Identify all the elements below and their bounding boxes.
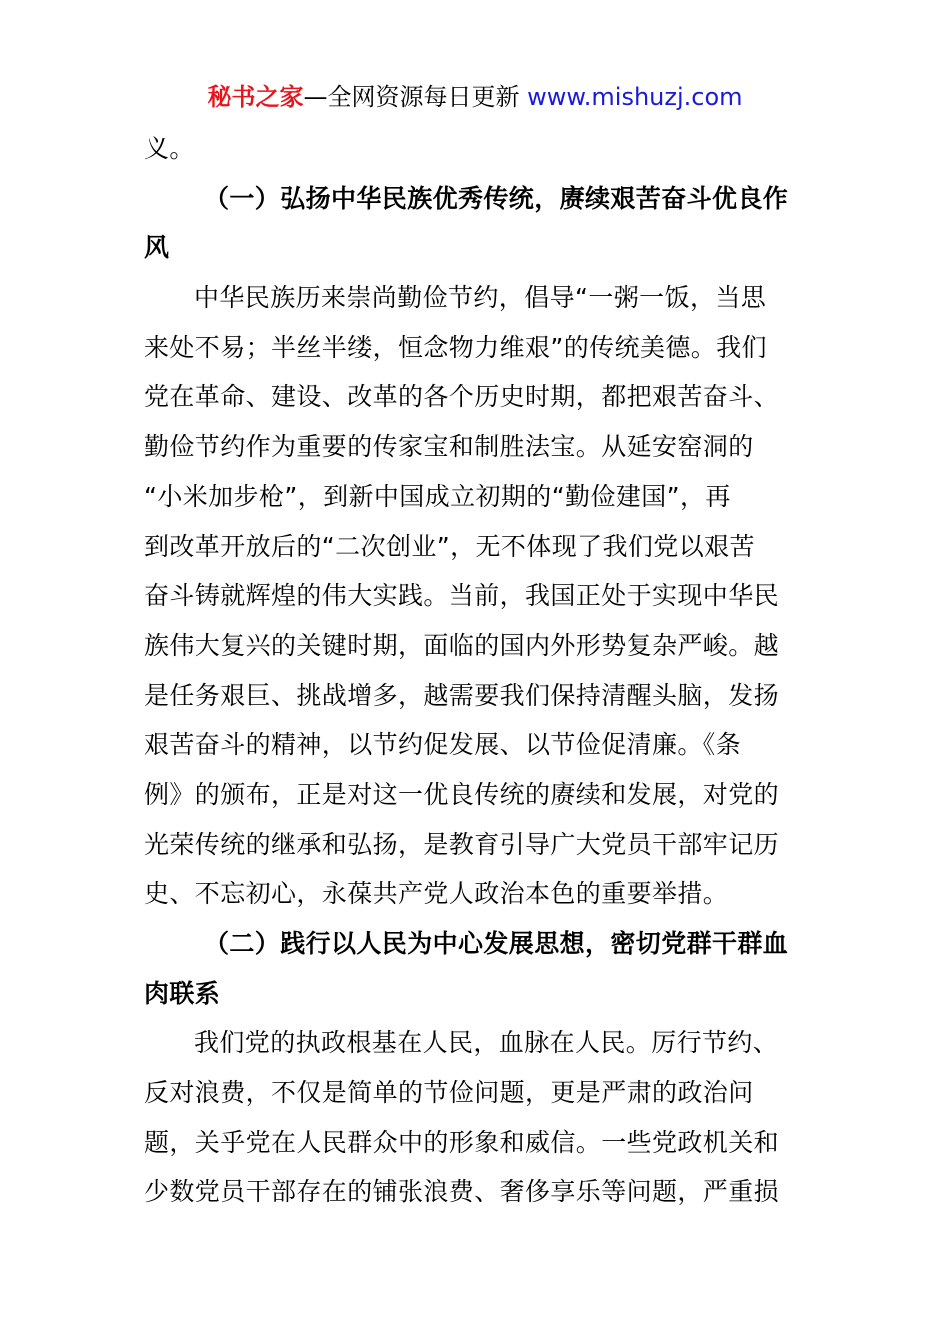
- paragraph-line: 党在革命、建设、改革的各个历史时期，都把艰苦奋斗、: [144, 382, 780, 412]
- paragraph-line: 我们党的执政根基在人民，血脉在人民。厉行节约、: [194, 1028, 779, 1058]
- section-heading-1-cont: 风: [144, 233, 170, 263]
- paragraph-line: 史、不忘初心，永葆共产党人政治本色的重要举措。: [144, 879, 729, 909]
- document-body: [144, 124, 808, 1217]
- paragraph-line: 义。: [144, 134, 195, 163]
- paragraph-line: 艰苦奋斗的精神，以节约促发展、以节俭促清廉。《条: [144, 730, 742, 760]
- site-brand: 秘书之家: [207, 83, 304, 111]
- section-heading-2-cont: 肉联系: [144, 978, 221, 1008]
- site-url-link[interactable]: www.mishuzj.com: [527, 83, 743, 111]
- paragraph-line: “小米加步枪”，到新中国成立初期的“勤俭建国”，再: [144, 481, 731, 511]
- paragraph-line: 是任务艰巨、挑战增多，越需要我们保持清醒头脑，发扬: [144, 680, 780, 710]
- paragraph-line: 题，关乎党在人民群众中的形象和威信。一些党政机关和: [144, 1127, 780, 1157]
- paragraph-line: 族伟大复兴的关键时期，面临的国内外形势复杂严峻。越: [144, 630, 780, 660]
- section-heading-2: （二）践行以人民为中心发展思想，密切党群干群血: [204, 929, 789, 958]
- site-tagline: —全网资源每日更新: [303, 83, 528, 111]
- paragraph-line: 少数党员干部存在的铺张浪费、奢侈享乐等问题，严重损: [144, 1177, 780, 1207]
- section-heading-1: （一）弘扬中华民族优秀传统，赓续艰苦奋斗优良作: [204, 183, 789, 213]
- site-header: [0, 80, 950, 114]
- paragraph-line: 勤俭节约作为重要的传家宝和制胜法宝。从延安窑洞的: [144, 432, 754, 462]
- paragraph-line: 例》的颁布，正是对这一优良传统的赓续和发展，对党的: [144, 779, 780, 809]
- paragraph-line: 到改革开放后的“二次创业”，无不体现了我们党以艰苦: [144, 531, 755, 561]
- paragraph-line: 反对浪费，不仅是简单的节俭问题，更是严肃的政治问: [144, 1078, 754, 1108]
- paragraph-line: 来处不易；半丝半缕，恒念物力维艰”的传统美德。我们: [144, 332, 767, 362]
- paragraph-line: 中华民族历来崇尚勤俭节约，倡导“一粥一饭，当思: [194, 283, 767, 313]
- paragraph-line: 光荣传统的继承和弘扬，是教育引导广大党员干部牢记历: [144, 829, 780, 859]
- paragraph-line: 奋斗铸就辉煌的伟大实践。当前，我国正处于实现中华民: [144, 581, 780, 611]
